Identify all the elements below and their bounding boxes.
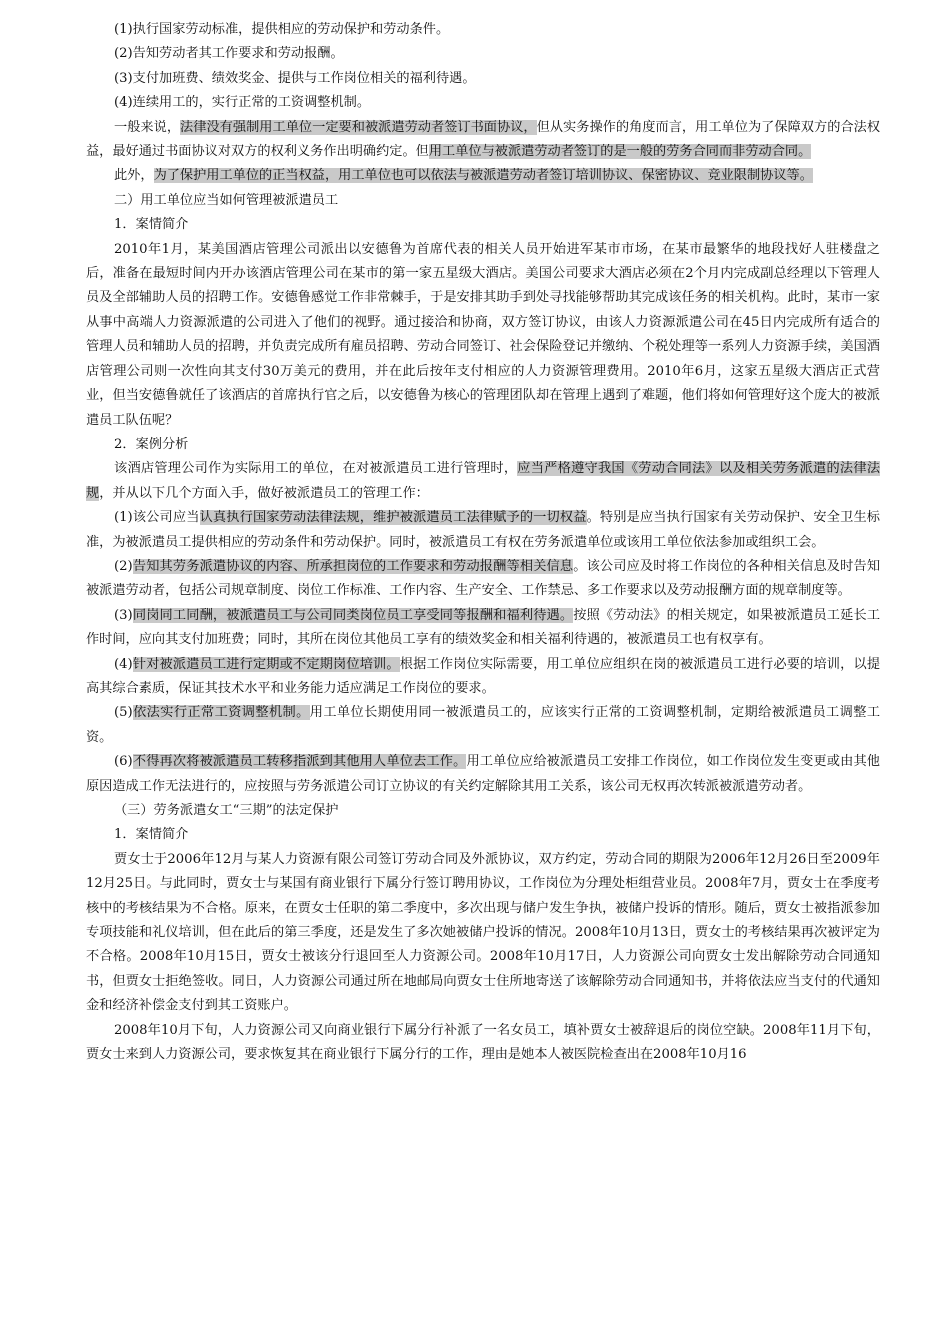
- paragraph-text: 二）用工单位应当如何管理被派遣员工: [114, 192, 339, 208]
- paragraph-text: (5): [114, 705, 133, 721]
- paragraph-text: （三）劳务派遣女工“三期”的法定保护: [114, 803, 339, 818]
- paragraph: [86, 457, 880, 506]
- paragraph-text: 用工单位长期使用同一被派遣员工的，应该实行正常的工资调整机制，定期给被派遣员工调整工资。: [86, 705, 881, 745]
- paragraph: [86, 823, 880, 847]
- highlighted-text: 应当严格遵守我国《劳动合同法》以及相关劳务派遣的法律法规: [86, 461, 881, 501]
- paragraph-text: (1)该公司应当: [114, 510, 200, 526]
- paragraph: [86, 189, 880, 213]
- paragraph-text: 。该公司应及时将工作岗位的各种相关信息及时告知被派遣劳动者，包括公司规章制度、岗位工作标准、工作内容、生产安全、工作禁忌、多工作要求以及劳动报酬方面的规章制度等。: [86, 558, 881, 599]
- paragraph-text: 按照《劳动法》的相关规定，如果被派遣员工延长工作时间，应向其支付加班费；同时，其所在岗位其他员工享有的绩效奖金和相关福利待遇的，被派遣员工也有权享有。: [86, 607, 881, 648]
- highlighted-text: 针对被派遣员工进行定期或不定期岗位培训。: [132, 656, 400, 672]
- paragraph-text: (4): [114, 656, 133, 672]
- highlighted-text: 不得再次将被派遣员工转移指派到其他用人单位去工作。: [132, 754, 467, 770]
- paragraph: [86, 67, 880, 91]
- paragraph-text: 2．案例分析: [114, 436, 189, 452]
- paragraph: [86, 18, 880, 42]
- paragraph-text: (6): [114, 754, 133, 770]
- paragraph: [86, 238, 880, 433]
- paragraph: [86, 750, 880, 799]
- paragraph: [86, 42, 880, 66]
- paragraph: [86, 1019, 880, 1068]
- paragraph-text: (4)连续用工的，实行正常的工资调整机制。: [114, 95, 371, 111]
- paragraph: [86, 604, 880, 653]
- paragraph-text: (3): [114, 607, 133, 623]
- paragraph-text: 此外，: [114, 168, 154, 184]
- paragraph: [86, 848, 880, 1019]
- highlighted-text: 同岗同工同酬，被派遣员工与公司同类岗位员工享受同等报酬和福利待遇。: [132, 607, 574, 623]
- paragraph-text: ，并从以下几个方面入手，做好被派遣员工的管理工作：: [99, 485, 429, 501]
- paragraph-text: 根据工作岗位实际需要，用工单位应组织在岗的被派遣员工进行必要的培训，以提高其综合素质，保证其技术水平和业务能力适应满足工作岗位的要求。: [86, 656, 881, 696]
- highlighted-text: 用工单位与被派遣劳动者签订的是一般的劳务合同而非劳动合同。: [428, 144, 812, 160]
- paragraph-text: 1．案情简介: [114, 217, 189, 233]
- paragraph-text: 1．案情简介: [114, 827, 189, 843]
- highlighted-text: 告知其劳务派遣协议的内容、所承担岗位的工作要求和劳动报酬等相关信息: [132, 558, 574, 574]
- paragraph: [86, 164, 880, 188]
- paragraph: [86, 799, 880, 823]
- paragraph: [86, 433, 880, 457]
- paragraph-text: (1)执行国家劳动标准，提供相应的劳动保护和劳动条件。: [114, 22, 450, 37]
- paragraph-text: 2008年10月下旬，人力资源公司又向商业银行下属分行补派了一名女员工，填补贾女士被辞退后的岗位空缺。2008年11月下旬，贾女士来到人力资源公司，要求恢复其在商业银行下属分行的工作，理由是她本人被医院检查出在2008年10月16: [86, 1022, 880, 1063]
- highlighted-text: 法律没有强制用工单位一定要和被派遣劳动者签订书面协议，: [180, 119, 537, 135]
- paragraph: [86, 213, 880, 237]
- paragraph: [86, 653, 880, 702]
- highlighted-text: 依法实行正常工资调整机制。: [132, 705, 310, 721]
- paragraph-text: 贾女士于2006年12月与某人力资源有限公司签订劳动合同及外派协议，双方约定，劳动合同的期限为2006年12月26日至2009年12月25日。与此同时，贾女士与某国有商业银行下属分行签订聘用协议，工作岗位为分理处柜组营业员。2008年7月，贾女士在季度考核中的考核结果为不合格。原来，在贾女士任职的第二季度中，多次出现与储户发生争执，被储户投诉的情形。随后，贾女士被指派参加专项技能和礼仪培训，但在此后的第三季度，还是发生了多次她被储户投诉的情况。2008年10月13日，贾女士的考核结果再次被评定为不合格。2008年10月15日，贾女士被该分行退回至人力资源公司。2008年10月17日，人力资源公司向贾女士发出解除劳动合同通知书，但贾女士拒绝签收。同日，人力资源公司通过所在地邮局向贾女士住所地寄送了该解除劳动合同通知书，并将依法应当支付的代通知金和经济补偿金支付到其工资账户。: [86, 851, 880, 1014]
- paragraph: [86, 91, 880, 115]
- paragraph-text: 。特别是应当执行国家有关劳动保护、安全卫生标准，为被派遣员工提供相应的劳动条件和劳动保护。同时，被派遣员工有权在劳务派遣单位或该用工单位依法参加或组织工会。: [86, 510, 880, 550]
- paragraph-text: 一般来说，: [114, 119, 181, 135]
- paragraph-text: (3)支付加班费、绩效奖金、提供与工作岗位相关的福利待遇。: [114, 70, 476, 86]
- paragraph-text: 该酒店管理公司作为实际用工的单位，在对被派遣员工进行管理时，: [114, 461, 518, 477]
- paragraph-text: (2): [114, 558, 133, 574]
- paragraph-text: (2)告知劳动者其工作要求和劳动报酬。: [114, 46, 344, 62]
- paragraph: [86, 701, 880, 750]
- paragraph: [86, 506, 880, 555]
- paragraph-text: 但从实务操作的角度而言，用工单位为了保障双方的合法权益，最好通过书面协议对双方的权利义务作出明确约定。但: [86, 119, 881, 160]
- paragraph-text: 用工单位应给被派遣员工安排工作岗位，如工作岗位发生变更或由其他原因造成工作无法进行的，应按照与劳务派遣公司订立协议的有关约定解除其用工关系，该公司无权再次转派被派遣劳动者。: [86, 754, 880, 794]
- paragraph-text: 2010年1月，某美国酒店管理公司派出以安德鲁为首席代表的相关人员开始进军某市市场，在某市最繁华的地段找好人驻楼盘之后，准备在最短时间内开办该酒店管理公司在某市的第一家五星级大酒店。美国公司要求大酒店必须在2个月内完成副总经理以下管理人员及全部辅助人员的招聘工作。安德鲁感觉工作非常棘手，于是安排其助手到处寻找能够帮助其完成该任务的相关机构。此时，某市一家从事中高端人力资源派遣的公司进入了他们的视野。通过接洽和协商，双方签订协议，由该人力资源派遣公司在45日内完成所有适合的管理人员和辅助人员的招聘，并负责完成所有雇员招聘、劳动合同签订、社会保险登记并缴纳、个税处理等一系列人力资源手续，美国酒店管理公司则一次性向其支付30万美元的费用，并在此后按年支付相应的人力资源管理费用。2010年6月，这家五星级大酒店正式营业，但当安德鲁就任了该酒店的首席执行官之后，以安德鲁为核心的管理团队却在管理上遇到了难题，他们将如何管理好这个庞大的被派遣员工队伍呢？: [86, 241, 880, 428]
- paragraph: [86, 555, 880, 604]
- highlighted-text: 为了保护用工单位的正当权益，用工单位也可以依法与被派遣劳动者签订培训协议、保密协议、竞业限制协议等。: [153, 168, 813, 184]
- paragraph: [86, 116, 880, 165]
- highlighted-text: 认真执行国家劳动法律法规，维护被派遣员工法律赋予的一切权益: [199, 510, 587, 526]
